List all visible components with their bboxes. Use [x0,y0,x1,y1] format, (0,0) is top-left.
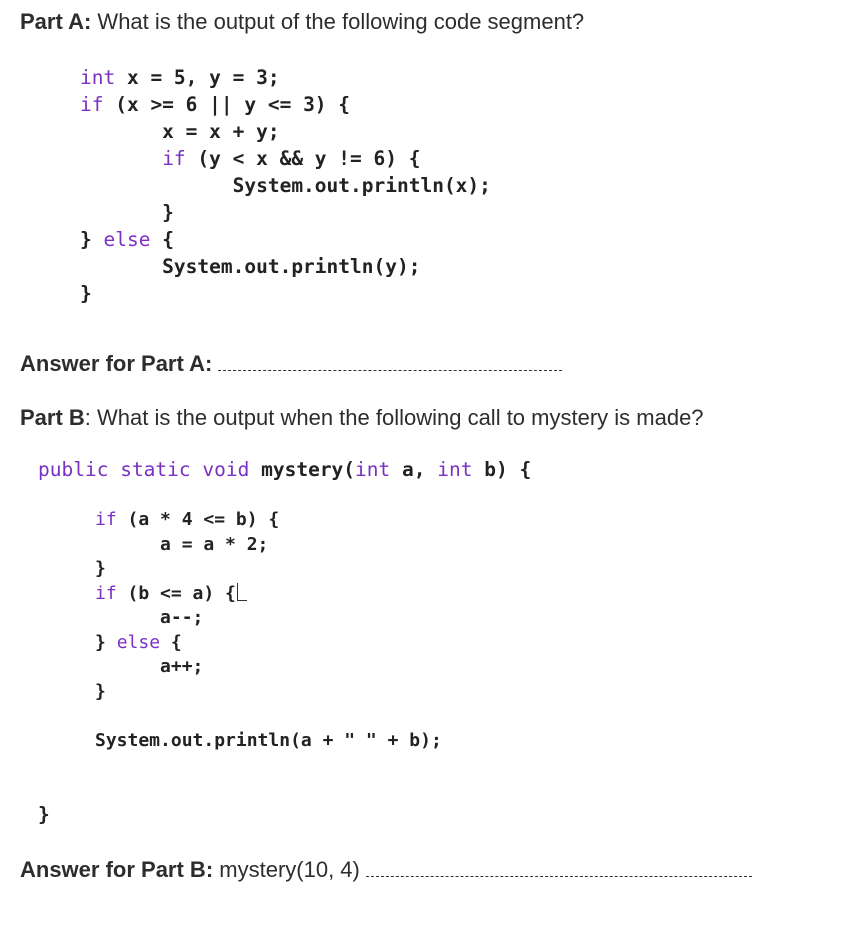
code-text: } [80,282,92,305]
keyword: if [95,582,117,604]
part-a-question-text: What is the output of the following code segment? [91,9,585,34]
code-text: } [95,680,106,702]
code-text: a = a * 2; [95,533,269,555]
keyword: int [437,458,473,481]
code-text: } [95,631,117,653]
keyword: if [95,509,117,530]
keyword: else [103,228,151,251]
code-text: } [38,803,50,826]
code-text: System.out.println(a + " " + b); [95,730,442,751]
code-text: } [80,228,104,251]
indent [80,147,162,170]
part-b-label: Part B [20,405,85,430]
code-text: System.out.println(y); [80,255,421,278]
keyword: static [120,458,191,481]
part-a-label: Part A: [20,9,92,34]
code-text: mystery( [249,458,356,481]
code-text: System.out.println(x); [80,174,491,197]
part-b-question [20,404,704,432]
code-text: (x >= 6 || y <= 3) { [103,93,351,116]
code-text: (y < x && y != 6) { [185,147,421,170]
code-text: b) { [472,458,532,481]
code-text: (b <= a) { [116,582,236,604]
part-b-answer-blank[interactable] [366,858,752,877]
part-a-answer-blank[interactable] [218,352,562,371]
part-b-answer-line [20,856,752,884]
mystery-body [95,508,279,704]
keyword: void [202,458,250,481]
code-text: x = x + y; [80,120,280,143]
code-text: a, [390,458,438,481]
code-text: } [80,201,174,224]
text-cursor-icon [237,583,247,601]
keyword: int [80,66,116,89]
mystery-print-line [95,729,442,754]
mystery-signature [38,456,531,483]
mystery-close-brace [38,801,50,828]
part-b-answer-call: mystery(10, 4) [213,857,360,882]
keyword: if [80,93,104,116]
keyword: public [38,458,109,481]
code-text: a++; [95,656,204,677]
code-text: (a * 4 <= b) { [116,509,280,530]
code-text: { [150,228,174,251]
code-text: x = 5, y = 3; [115,66,280,89]
part-b-answer-label: Answer for Part B: [20,857,214,882]
part-a-answer-label: Answer for Part A: [20,351,213,376]
part-b-question-text: : What is the output when the following call to mystery is made? [84,405,704,430]
code-text: { [160,631,182,653]
part-a-question [20,8,584,36]
code-text: } [95,558,106,579]
code-text: a--; [95,607,204,628]
keyword: if [162,147,186,170]
keyword: int [355,458,391,481]
keyword: else [116,631,161,653]
part-a-answer-line [20,350,562,378]
part-a-code [80,64,491,307]
